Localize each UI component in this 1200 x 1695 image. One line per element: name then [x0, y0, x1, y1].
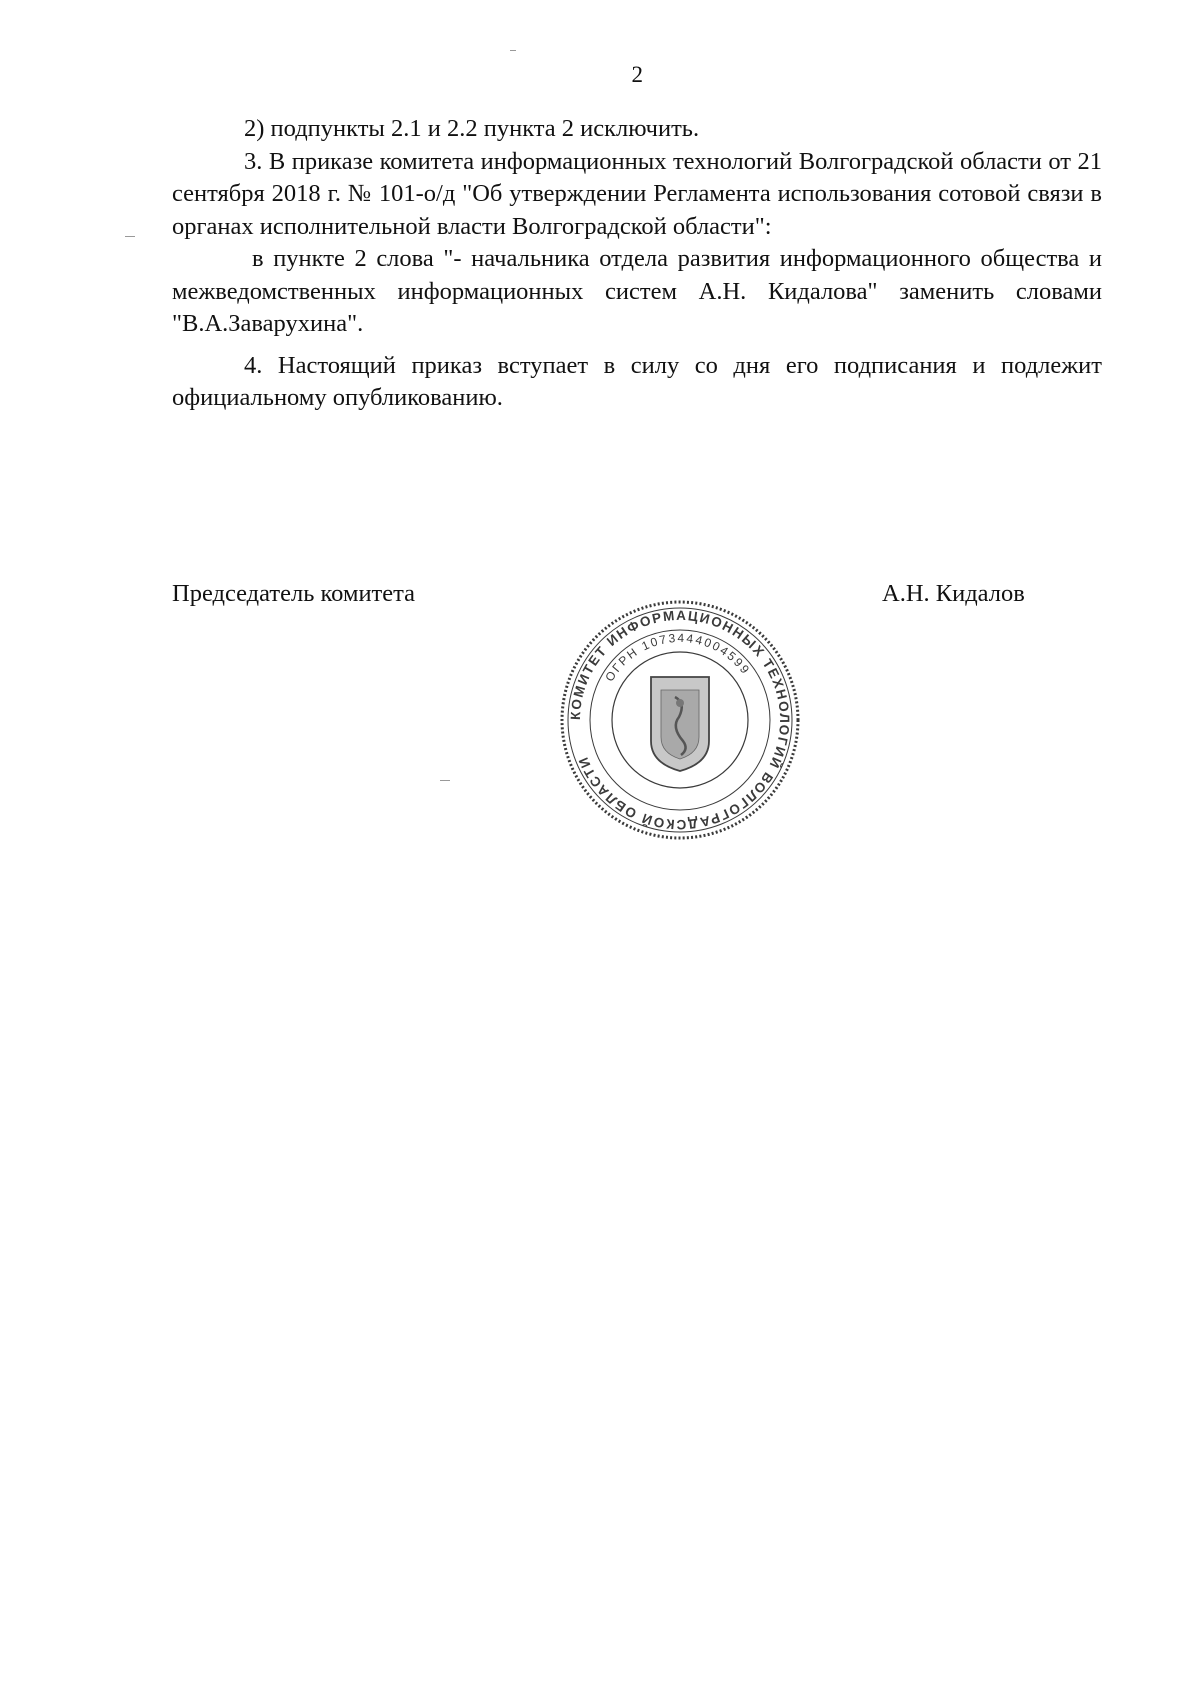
signatory-name: А.Н. Кидалов [882, 580, 1025, 607]
official-seal-stamp [555, 595, 805, 845]
paragraph-effective-date: 4. Настоящий приказ вступает в силу со дня его подписания и подлежит официальному опубликованию. [172, 351, 1102, 411]
paragraph-replacement: в пункте 2 слова "- начальника отдела развития информационного общества и межведомственных информационных систем А.Н. Кидалова" заменить словами "В.А.Заварухина". [172, 245, 1102, 337]
scan-artifact-line [510, 50, 516, 51]
signatory-position: Председатель комитета [172, 580, 416, 607]
paragraph-subpoints: 2) подпункты 2.1 и 2.2 пункта 2 исключить. [244, 115, 700, 142]
coat-of-arms-emblem [651, 677, 709, 771]
scan-artifact-line [440, 780, 450, 781]
page-number: 2 [631, 62, 644, 87]
document-body [172, 113, 1102, 415]
seal-inner-text: ОГРН 1073444004599 [602, 630, 754, 684]
scan-artifact-line [125, 236, 135, 237]
paragraph-order-amendment: 3. В приказе комитета информационных технологий Волгоградской области от 21 сентября 2018 г. № 101-о/д "Об утверждении Регламента использования сотовой связи в органах исполнительной власти Волгоградской области": [172, 147, 1102, 240]
seal-outer-text: КОМИТЕТ ИНФОРМАЦИОННЫХ ТЕХНОЛОГИЙ ВОЛГОГРАДСКОЙ ОБЛАСТИ [567, 607, 793, 833]
